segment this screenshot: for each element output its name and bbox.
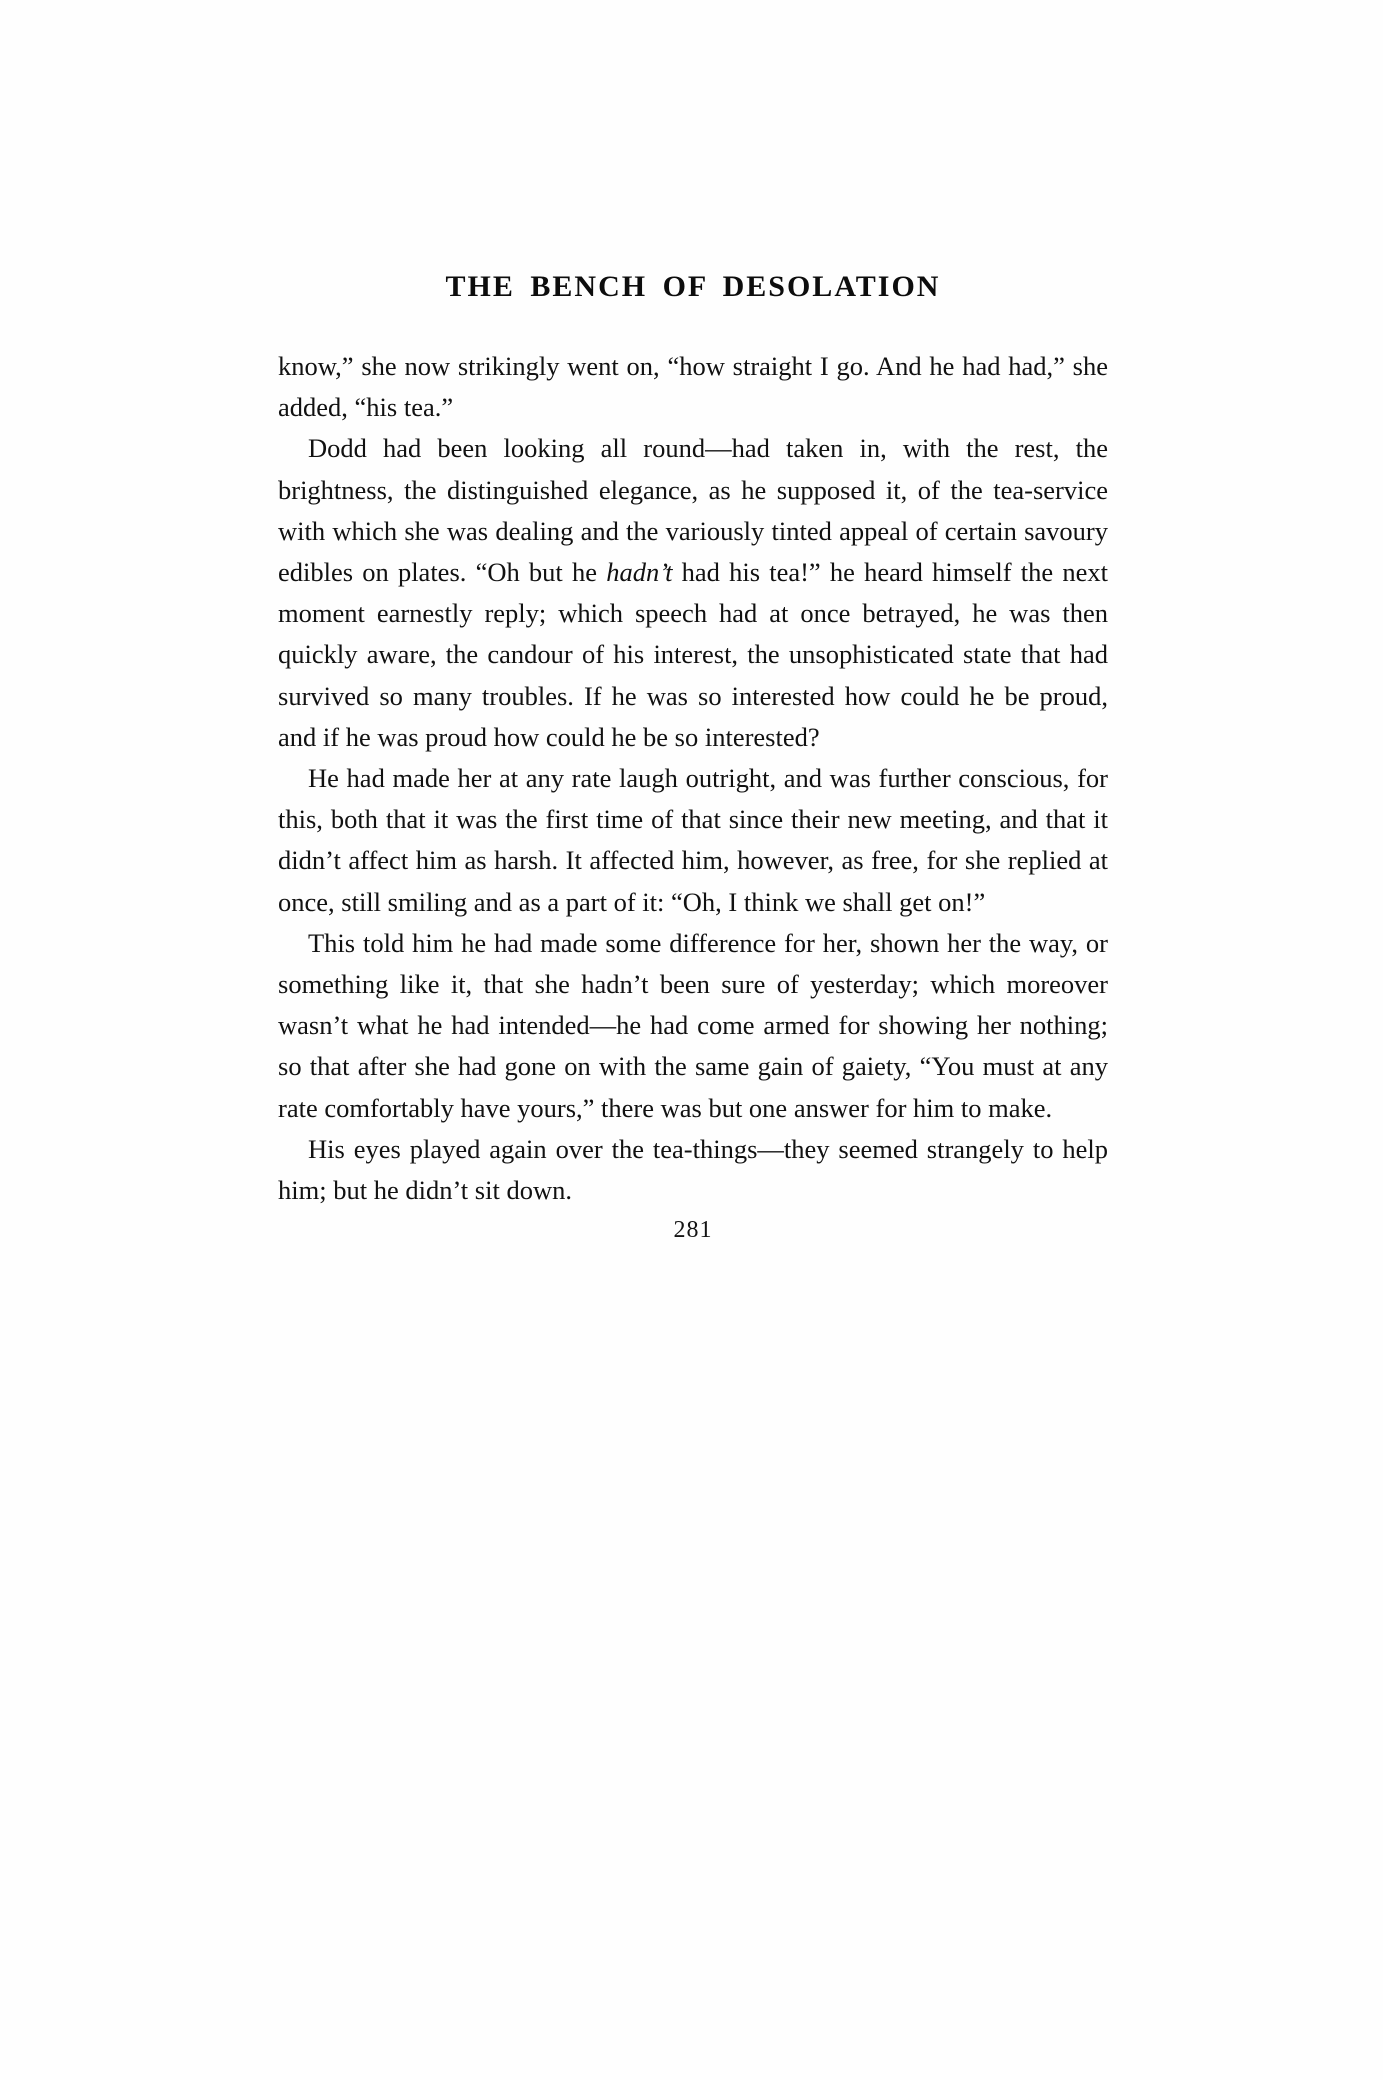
paragraph	[278, 1129, 1108, 1211]
page-number: 281	[673, 1217, 713, 1244]
text-run: He had made her at any rate laugh outright, and was further conscious, for this, both that it was the first time of that since their new meeting, and that it didn’t affect him as harsh. It affected him, however, as free, for she replied at once, still smiling and as a part of it: “Oh, I think we shall get on!”	[278, 763, 1108, 917]
text-run: had his tea!” he heard himself the next moment earnestly reply; which speech had at once betrayed, he was then quickly aware, the candour of his interest, the unsophisticated state that had survived so many troubles. If he was so interested how could he be proud, and if he was proud how could he be so interested?	[278, 557, 1108, 752]
page-text-block	[278, 270, 1108, 1244]
text-run: know,” she now strikingly went on, “how straight I go. And he had had,” she added, “his tea.”	[278, 351, 1108, 423]
text-run: His eyes played again over the tea-things—they seemed strangely to help him; but he didn’t sit down.	[278, 1133, 1108, 1206]
text-run: This told him he had made some difference for her, shown her the way, or something like it, that she hadn’t been sure of yesterday; which moreover wasn’t what he had intended—he had come armed for showing her nothing; so that after she had gone on with the same gain of gaiety, “You must at any rate comfortably have yours,” there was but one answer for him to make.	[278, 927, 1108, 1123]
paragraph	[278, 428, 1108, 758]
paragraph	[278, 758, 1108, 923]
body-text	[278, 346, 1108, 1211]
text-run: Dodd had been looking all round—had taken in, with the rest, the brightness, the distinguished elegance, as he supposed it, of the tea-service with which she was dealing and the variously tinted appeal of certain savoury edibles on plates. “Oh but he	[278, 433, 1108, 588]
emphasis-text: hadn’t	[606, 557, 673, 588]
page-title: THE BENCH OF DESOLATION	[445, 270, 941, 303]
paragraph	[278, 346, 1108, 428]
paragraph	[278, 923, 1108, 1129]
